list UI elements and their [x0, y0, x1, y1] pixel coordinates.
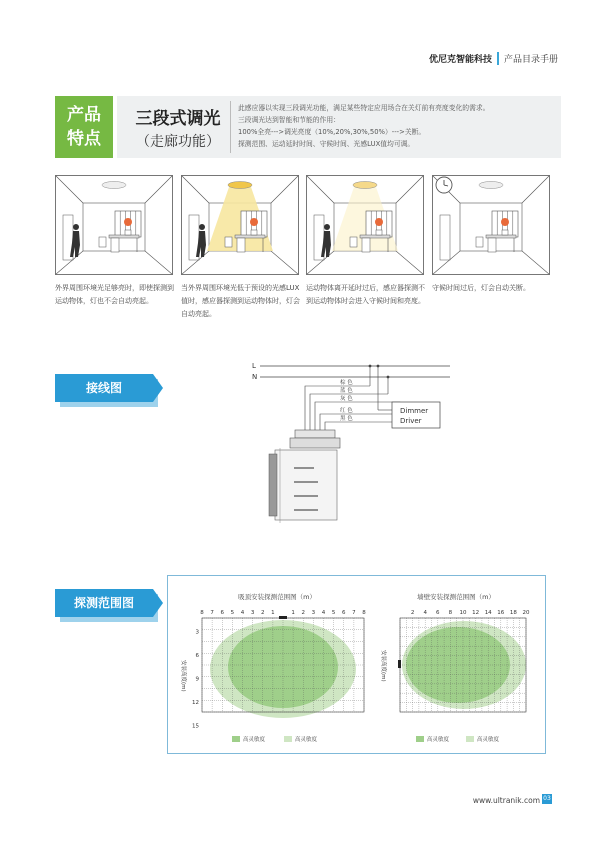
wire-label-brown: 棕 色: [340, 380, 353, 386]
legend-label: 高灵敏度: [477, 737, 500, 743]
wiring-section-label: 接线图: [55, 374, 153, 402]
wire-label-grey: 灰 色: [340, 396, 353, 402]
y-tick-label: 6: [195, 652, 199, 659]
driver-label: Dimmer: [400, 407, 429, 415]
ceiling-lamp: [228, 182, 252, 189]
feature-subtitle: （走廊功能）: [136, 134, 220, 150]
scene-caption: 当外界周围环境光低于预设的光感LUX值时，感应器探测到运动物体时，灯会自动亮起。: [181, 284, 300, 318]
x-tick-label: 5: [331, 610, 336, 616]
scene-illustration: [55, 175, 173, 275]
x-tick-label: 4: [321, 610, 326, 616]
wall-range-chart: [378, 590, 538, 750]
legend-swatch-outer: [466, 736, 474, 742]
x-tick-label: 1: [291, 610, 295, 616]
section-label-arrow: [153, 589, 163, 617]
legend-swatch-inner: [232, 736, 240, 742]
feature-tag: [55, 96, 113, 158]
scene-caption: 运动物体离开延时过后，感应器探测不到运动物体时会进入守候时间和亮度。: [306, 284, 425, 305]
feature-tag-line2: 特点: [67, 129, 101, 149]
x-tick-label: 1: [271, 610, 275, 616]
feature-divider: [230, 101, 231, 153]
x-tick-label: 3: [250, 610, 255, 616]
x-tick-label: 6: [342, 610, 346, 616]
legend-label: 高灵敏度: [243, 737, 266, 743]
y-tick-label: 15: [192, 723, 199, 730]
y-tick-label: 12: [192, 699, 199, 706]
x-tick-label: 20: [522, 610, 530, 616]
x-tick-label: 2: [261, 610, 265, 616]
line-L-label: L: [252, 362, 256, 370]
y-tick-label: 3: [195, 629, 199, 636]
feature-tag-line1: 产品: [67, 105, 101, 125]
header-divider: [497, 52, 499, 65]
detection-section-label: 探测范围图: [55, 589, 153, 617]
legend-label: 高灵敏度: [295, 737, 318, 743]
x-tick-label: 8: [362, 610, 366, 616]
x-tick-label: 5: [230, 610, 235, 616]
x-tick-label: 2: [410, 610, 415, 616]
x-tick-label: 7: [352, 610, 356, 616]
driver-label: Driver: [400, 417, 422, 425]
ceiling-chart-title: 吸顶安装探测范围图（m）: [238, 593, 316, 601]
feature-title: 三段式调光: [135, 109, 221, 129]
y-tick-label: 9: [195, 676, 199, 683]
x-tick-label: 6: [220, 610, 224, 616]
feature-desc-line: 探测范围、运动延时时间、守候时间、光感LUX值均可调。: [238, 140, 415, 148]
page-number: 03: [543, 795, 551, 802]
clock-icon: [436, 177, 452, 193]
wiring-diagram: [250, 358, 460, 533]
feature-title-block: [128, 104, 228, 151]
section-label-arrow: [153, 374, 163, 402]
x-tick-label: 2: [301, 610, 305, 616]
wire-label-red: 红 色: [340, 408, 353, 414]
x-tick-label: 7: [210, 610, 214, 616]
x-tick-label: 8: [448, 610, 453, 616]
legend-swatch-inner: [416, 736, 424, 742]
line-N-label: N: [252, 373, 258, 381]
legend-label: 高灵敏度: [427, 737, 450, 743]
page-header: [429, 52, 558, 65]
x-tick-label: 14: [484, 610, 492, 616]
ceiling-range-chart: [172, 590, 372, 750]
company-name: 优尼克智能科技: [428, 55, 492, 65]
feature-desc-line: 100%全亮--->调光亮度（10%,20%,30%,50%）--->关断。: [238, 128, 426, 136]
wall-chart-title: 墙壁安装探测范围图（m）: [417, 593, 495, 601]
wall-chart-ylabel: 安装高度(m): [380, 650, 386, 682]
feature-description: [238, 102, 558, 150]
feature-desc-line: 此感应器以实现三段调光功能，满足某些特定应用场合在关灯前有亮度变化的需求。: [238, 104, 490, 112]
ceiling-lamp: [353, 182, 377, 189]
x-tick-label: 4: [240, 610, 245, 616]
footer-url[interactable]: www.ultranik.com: [472, 796, 540, 805]
x-tick-label: 3: [311, 610, 316, 616]
x-tick-label: 10: [459, 610, 467, 616]
x-tick-label: 16: [497, 610, 505, 616]
scene-illustration: [181, 175, 299, 275]
x-tick-label: 12: [472, 610, 480, 616]
scene-illustration: [306, 175, 424, 275]
x-tick-label: 6: [436, 610, 440, 616]
scene-illustration: [432, 175, 550, 275]
legend-swatch-outer: [284, 736, 292, 742]
x-tick-label: 18: [509, 610, 517, 616]
wire-label-blue: 蓝 色: [340, 388, 353, 394]
x-tick-label: 8: [200, 610, 204, 616]
x-tick-label: 4: [423, 610, 427, 616]
wire-label-black: 黑 色: [340, 416, 353, 422]
ceiling-lamp: [479, 182, 503, 189]
ceiling-lamp: [102, 182, 126, 189]
catalog-title: 产品目录手册: [503, 55, 558, 65]
ceiling-chart-ylabel: 安装高度(m): [180, 660, 186, 692]
sensor-device: [269, 430, 340, 523]
scene-caption: 守候时间过后，灯会自动关断。: [432, 284, 530, 292]
feature-desc-line: 三段调光达到智能和节能的作用：: [238, 116, 340, 124]
scene-caption: 外界周围环境光足够亮时，即使探测到运动物体，灯也不会自动亮起。: [55, 284, 174, 305]
